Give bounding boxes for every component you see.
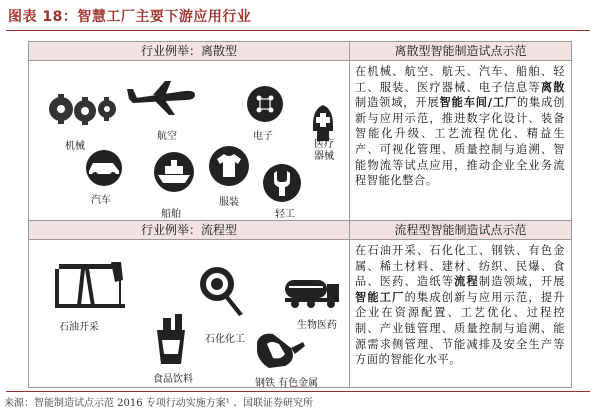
- shirt-icon: [207, 145, 251, 187]
- label-shipbuilding: 船舶: [161, 209, 181, 220]
- process-text-emphasis: 流程: [454, 274, 479, 289]
- label-steel-nonferrous: 钢铁 有色金属: [255, 378, 319, 389]
- label-automobile: 汽车: [91, 195, 111, 206]
- oil-pump-icon: [51, 260, 129, 310]
- discrete-examples-header: 行业例举：离散型: [29, 42, 349, 61]
- process-examples-header: 行业例举：流程型: [29, 221, 349, 240]
- discrete-pilot-text: [350, 61, 571, 220]
- label-machinery: 机械: [65, 141, 85, 152]
- process-pilot-text: [350, 240, 571, 387]
- figure-title: 图表 18：智慧工厂主要下游应用行业: [8, 9, 252, 25]
- food-icon: [149, 314, 193, 366]
- label-oil-extraction: 石油开采: [59, 322, 99, 333]
- discrete-text-part: 的集成创新与应用示范，推进数字化设计、装备智能化升级、工艺流程优化、精益生产、可视化管理、质量控制与追溯、智能物流等试点应用，推动企业全业务流程智能化整合。: [355, 96, 566, 188]
- ladle-icon: [251, 328, 307, 372]
- wrench-icon: [261, 163, 303, 203]
- label-light-industry: 轻工: [275, 209, 295, 220]
- tanker-icon: [283, 274, 341, 310]
- gears-icon: [47, 89, 117, 131]
- process-text-part: 制造领域，开展: [478, 275, 566, 289]
- flask-icon: [197, 258, 247, 316]
- title-divider: [6, 30, 590, 31]
- car-icon: [79, 149, 129, 187]
- process-pilot-header: 流程型智能制造试点示范: [350, 221, 571, 240]
- label-apparel: 服装: [219, 197, 239, 208]
- process-icons-panel: [29, 240, 349, 387]
- electronics-icon: [245, 84, 285, 124]
- industry-table: [28, 41, 572, 388]
- label-biopharma: 生物医药: [297, 320, 337, 331]
- process-text-part: 在石油开采、石化化工、钢铁、有色金属、稀土材料、建材、纺织、民爆、食品、医药、造纸等: [355, 244, 565, 289]
- process-text-part: 的集成创新与应用示范，提升企业在资源配置、工艺优化、过程控制、产业链管理、质量控制与追溯、能源需求侧管理、节能减排及安全生产等方面的智能化水平。: [355, 290, 565, 367]
- discrete-icons-panel: [29, 61, 349, 220]
- airplane-icon: [125, 79, 197, 117]
- discrete-text-emphasis: 离散: [540, 79, 565, 94]
- process-text-emphasis: 智能工厂: [355, 289, 405, 304]
- label-electronics: 电子: [253, 131, 273, 142]
- label-medical: 医疗器械: [314, 139, 334, 162]
- discrete-text-emphasis: 智能车间/工厂: [439, 95, 517, 110]
- label-petrochemical: 石化化工: [205, 334, 245, 345]
- footer-divider: [6, 391, 590, 392]
- label-aviation: 航空: [157, 131, 177, 142]
- discrete-text-part: 制造领域，开展: [355, 96, 440, 110]
- source-note: 来源：智能制造试点示范 2016 专项行动实施方案¹ 、国联证券研究所: [4, 398, 313, 409]
- discrete-text-part: 在机械、航空、航天、汽车、船舶、轻工、服装、医疗器械、电子信息等: [355, 65, 565, 94]
- discrete-pilot-header: 离散型智能制造试点示范: [350, 42, 571, 61]
- label-food-beverage: 食品饮料: [153, 374, 193, 385]
- ship-icon: [149, 151, 199, 193]
